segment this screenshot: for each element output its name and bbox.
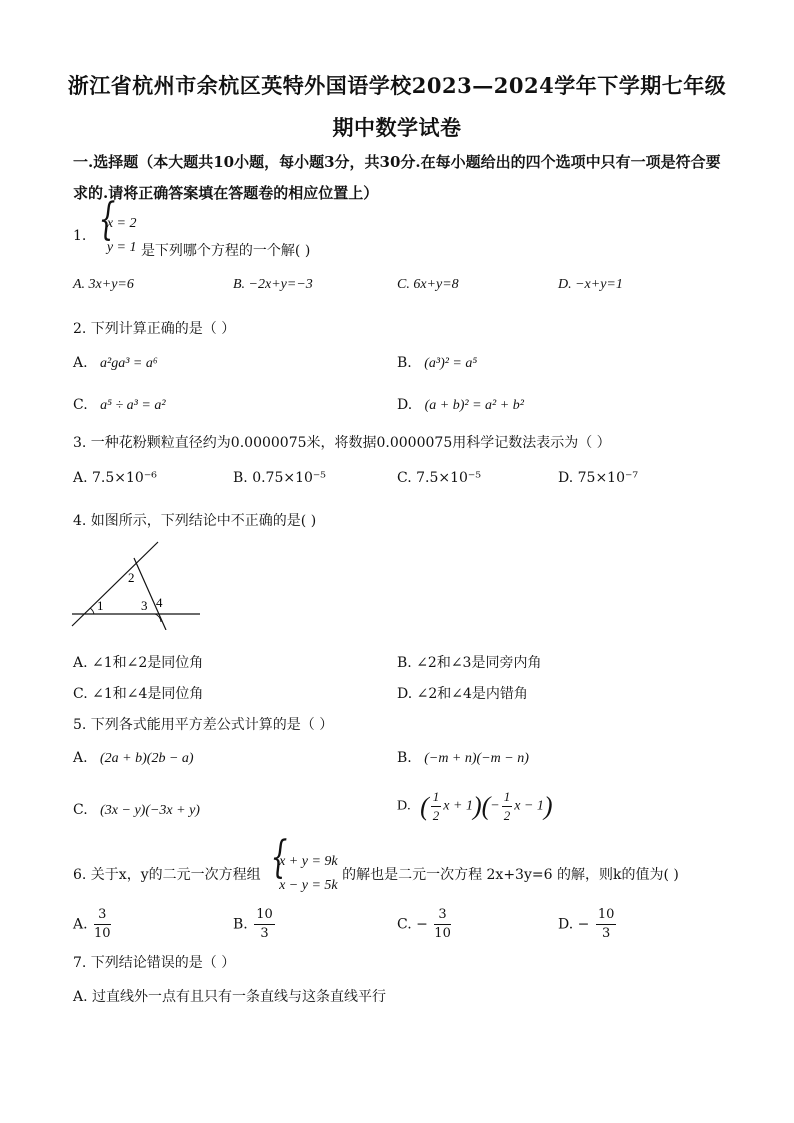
option-expression: a⁵ ÷ a³ = a² [100, 398, 166, 413]
fraction: $\frac{10}{3}$ [597, 907, 615, 941]
question-5: 5. 下列各式能用平方差公式计算的是（ ） [73, 717, 334, 733]
equation-system [97, 212, 137, 260]
q1-option-a[interactable]: A. 3x+y=6 [73, 277, 134, 292]
q3-option-a[interactable]: A. 7.5×10⁻⁶ [73, 470, 157, 486]
q5-option-a[interactable] [73, 750, 194, 767]
exam-title: 浙江省杭州市余杭区英特外国语学校2023—2024学年下学期七年级 [67, 73, 727, 98]
q2-option-a[interactable] [73, 355, 158, 372]
q5-option-d[interactable]: D. ( $\frac{1}{2}$ x + 1)(− $\frac{1}{2}$ x − 1) [397, 789, 553, 823]
system-line-1: { x + y = 9k [279, 854, 338, 869]
angle-label-1: 1 [97, 598, 104, 613]
q4-option-c[interactable]: C. ∠1和∠4是同位角 [73, 686, 204, 702]
system-line-2: y = 1 [106, 240, 137, 255]
q3-option-d[interactable]: D. 75×10⁻⁷ [558, 470, 638, 486]
q6-option-b[interactable]: B. $\frac{10}{3}$ [233, 907, 273, 941]
question-6 [73, 850, 679, 898]
q5-option-c[interactable] [73, 802, 200, 819]
option-label: C. [73, 397, 88, 413]
q2-option-d[interactable] [397, 397, 524, 414]
q6-option-d[interactable]: D. − $\frac{10}{3}$ [558, 907, 615, 941]
angle-label-2: 2 [128, 570, 135, 585]
q1-option-c[interactable]: C. 6x+y=8 [397, 277, 459, 292]
q3-option-b[interactable]: B. 0.75×10⁻⁵ [233, 470, 326, 486]
angle-label-3: 3 [141, 598, 148, 613]
fraction: $\frac{3}{10}$ [94, 907, 111, 941]
option-expression: (a³)² = a⁵ [424, 356, 478, 371]
question-text-cont: 的解也是二元一次方程 2x+3y=6 的解，则k的值为( ) [342, 867, 679, 883]
q6-option-a[interactable]: A. $\frac{3}{10}$ [73, 907, 111, 941]
option-expression: (a + b)² = a² + b² [424, 398, 524, 413]
q5-option-b[interactable] [397, 750, 529, 767]
option-expression: (−m + n)(−m − n) [424, 751, 529, 766]
q2-option-c[interactable] [73, 397, 166, 414]
equation-system [269, 850, 338, 898]
option-expression: a²ga³ = a⁶ [100, 356, 158, 371]
question-4: 4. 如图所示，下列结论中不正确的是( ) [73, 513, 317, 529]
question-7: 7. 下列结论错误的是（ ） [73, 955, 236, 971]
option-label: C. [73, 802, 88, 818]
option-label: B. [397, 750, 412, 766]
q1-option-b[interactable]: B. −2x+y=−3 [233, 277, 313, 292]
question-1 [73, 212, 310, 260]
option-label: D. [397, 397, 413, 413]
system-line-2: x − y = 5k [279, 878, 338, 893]
fraction: $\frac{1}{2}$ [503, 789, 511, 823]
option-label: D. [397, 798, 411, 814]
q4-option-b[interactable]: B. ∠2和∠3是同旁内角 [397, 655, 542, 671]
fraction: $\frac{1}{2}$ [432, 789, 440, 823]
exam-subtitle: 期中数学试卷 [332, 115, 462, 140]
question-number: 1. [73, 228, 87, 244]
q4-option-a[interactable]: A. ∠1和∠2是同位角 [73, 655, 204, 671]
q1-option-d[interactable]: D. −x+y=1 [558, 277, 623, 292]
fraction: $\frac{10}{3}$ [256, 907, 273, 941]
q3-option-c[interactable]: C. 7.5×10⁻⁵ [397, 470, 481, 486]
q7-option-a[interactable]: A. 过直线外一点有且只有一条直线与这条直线平行 [73, 989, 387, 1005]
section-heading: 一.选择题（本大题共10小题，每小题3分，共30分.在每小题给出的四个选项中只有一项是符合要求的.请将正确答案填在答题卷的相应位置上） [73, 153, 721, 202]
option-expression: (2a + b)(2b − a) [100, 751, 194, 766]
angle-arc-4 [155, 614, 161, 622]
question-2: 2. 下列计算正确的是（ ） [73, 321, 236, 337]
angle-arc-1 [90, 608, 94, 614]
fraction: $\frac{3}{10}$ [434, 907, 451, 941]
option-label: A. [73, 750, 88, 766]
system-line-1: { x = 2 [106, 216, 137, 231]
transversal-line [134, 558, 166, 630]
q2-option-b[interactable] [397, 355, 477, 372]
angle-label-4: 4 [156, 595, 163, 610]
option-label: A. [73, 355, 88, 371]
question-text: 6. 关于x，y的二元一次方程组 [73, 867, 261, 883]
question-text: 是下列哪个方程的一个解( ) [140, 243, 311, 259]
option-label: B. [397, 355, 412, 371]
geometry-figure [70, 538, 202, 630]
q4-option-d[interactable]: D. ∠2和∠4是内错角 [397, 686, 528, 702]
option-expression: (3x − y)(−3x + y) [100, 803, 200, 818]
question-3: 3. 一种花粉颗粒直径约为0.0000075米，将数据0.0000075用科学记数法表示为（ ） [73, 435, 611, 451]
q6-option-c[interactable]: C. − $\frac{3}{10}$ [397, 907, 451, 941]
